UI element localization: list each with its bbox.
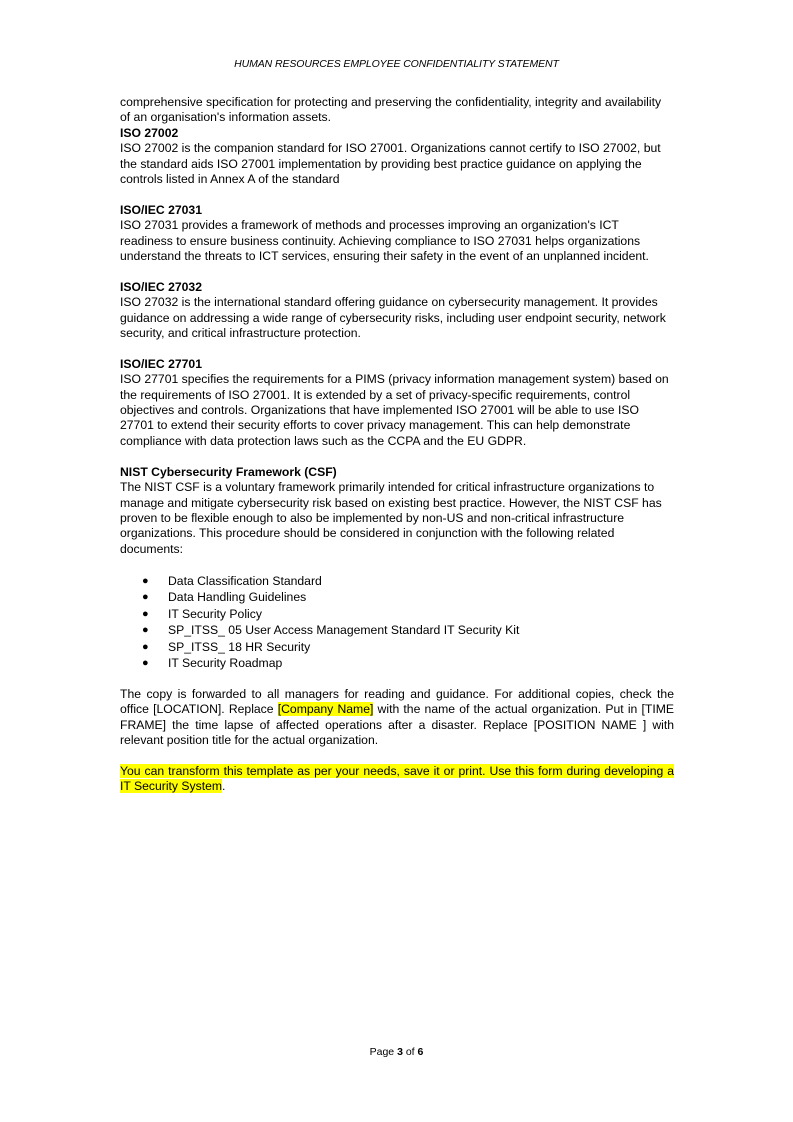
- list-item-label: SP_ITSS_ 18 HR Security: [168, 639, 311, 654]
- section-body: ISO 27032 is the international standard offering guidance on cybersecurity management. It provides guidance on addressing a wide range of cybersecurity risks, including user endpoint security, network security, and critical infrastructure protection.: [120, 295, 666, 341]
- template-note-period: .: [222, 779, 226, 794]
- section-body: ISO 27002 is the companion standard for ISO 27001. Organizations cannot certify to ISO 27002, but the standard aids ISO 27001 implementation by providing best practice guidance on applying the controls listed in Annex A of the standard: [120, 141, 661, 187]
- paragraph-gap: [120, 449, 674, 464]
- bullet-icon: ●: [142, 591, 149, 604]
- section-heading: ISO/IEC 27031: [120, 202, 202, 217]
- list-item: [120, 573, 674, 590]
- page-footer: [0, 1046, 793, 1058]
- list-item-label: IT Security Roadmap: [168, 656, 283, 671]
- bullet-icon: ●: [142, 607, 149, 620]
- section-iso-27031: [120, 203, 674, 265]
- list-item: [120, 622, 674, 639]
- template-note-highlight: You can transform this template as per your needs, save it or print. Use this form during developing a IT Security System: [120, 763, 674, 794]
- section-body: ISO 27031 provides a framework of methods and processes improving an organization's ICT readiness to ensure business continuity. Achieving compliance to ISO 27031 helps organizations understand the threats to ICT services, ensuring their safety in the event of an unplanned incident.: [120, 218, 649, 264]
- bullet-icon: ●: [142, 624, 149, 637]
- section-body: ISO 27701 specifies the requirements for a PIMS (privacy information management system) based on the requirements of ISO 27001. It is extended by a set of privacy-specific requirements, control objectives and controls. Organizations that have implemented ISO 27001 will be able to use ISO 27701 to extend their security efforts to cover privacy management. This can help demonstrate compliance with data protection laws such as the CCPA and the EU GDPR.: [120, 372, 669, 448]
- list-item-label: Data Classification Standard: [168, 573, 322, 588]
- page-header: HUMAN RESOURCES EMPLOYEE CONFIDENTIALITY STATEMENT: [234, 58, 559, 70]
- paragraph-gap: [120, 672, 674, 687]
- list-item: [120, 589, 674, 606]
- document-body: [120, 95, 674, 795]
- closing-text-end: with the name of the actual organization. Put in [TIME FRAME] the time lapse of affected operations after a disaster. Replace [POSITION NAME ] with relevant position title for the actual organization.: [120, 702, 675, 748]
- section-heading: NIST Cybersecurity Framework (CSF): [120, 464, 337, 479]
- section-heading: ISO 27002: [120, 125, 179, 140]
- company-name-placeholder: [Company Name]: [277, 702, 374, 717]
- related-documents-list: [120, 573, 674, 672]
- bullet-icon: ●: [142, 574, 149, 587]
- list-item-label: Data Handling Guidelines: [168, 590, 307, 605]
- template-note: [120, 764, 674, 795]
- paragraph-gap: [120, 749, 674, 764]
- section-body: The NIST CSF is a voluntary framework primarily intended for critical infrastructure organizations to manage and mitigate cybersecurity risk based on existing best practice. However, the NIST CSF has proven to be flexible enough to also be implemented by non-US and non-critical infrastructure organizations. This procedure should be considered in conjunction with the following related documents:: [120, 480, 662, 556]
- closing-paragraph: [120, 687, 674, 749]
- list-item: [120, 655, 674, 672]
- closing-text-start: The copy is forwarded to all managers for reading and guidance. For additional copies, check the office [LOCATION]. Replace: [120, 686, 674, 717]
- paragraph-gap: [120, 187, 674, 202]
- paragraph-gap: [120, 341, 674, 356]
- bullet-icon: ●: [142, 640, 149, 653]
- section-iso-27032: [120, 280, 674, 342]
- page-label: Page: [369, 1046, 398, 1058]
- page-total: 6: [417, 1046, 424, 1058]
- list-item: [120, 639, 674, 656]
- paragraph-gap: [120, 264, 674, 279]
- paragraph-gap: [120, 557, 674, 572]
- list-item: [120, 606, 674, 623]
- section-heading: ISO/IEC 27701: [120, 356, 202, 371]
- page-number: 3: [397, 1046, 403, 1058]
- section-heading: ISO/IEC 27032: [120, 279, 202, 294]
- list-item-label: IT Security Policy: [168, 606, 262, 621]
- intro-paragraph: comprehensive specification for protecting and preserving the confidentiality, integrity and availability of an organisation's information assets.: [120, 95, 662, 125]
- list-item-label: SP_ITSS_ 05 User Access Management Standard IT Security Kit: [168, 623, 520, 638]
- bullet-icon: ●: [142, 657, 149, 670]
- section-iso-27002: [120, 126, 674, 188]
- page-of-label: of: [402, 1046, 418, 1058]
- section-iso-27701: [120, 357, 674, 449]
- section-nist-csf: [120, 465, 674, 557]
